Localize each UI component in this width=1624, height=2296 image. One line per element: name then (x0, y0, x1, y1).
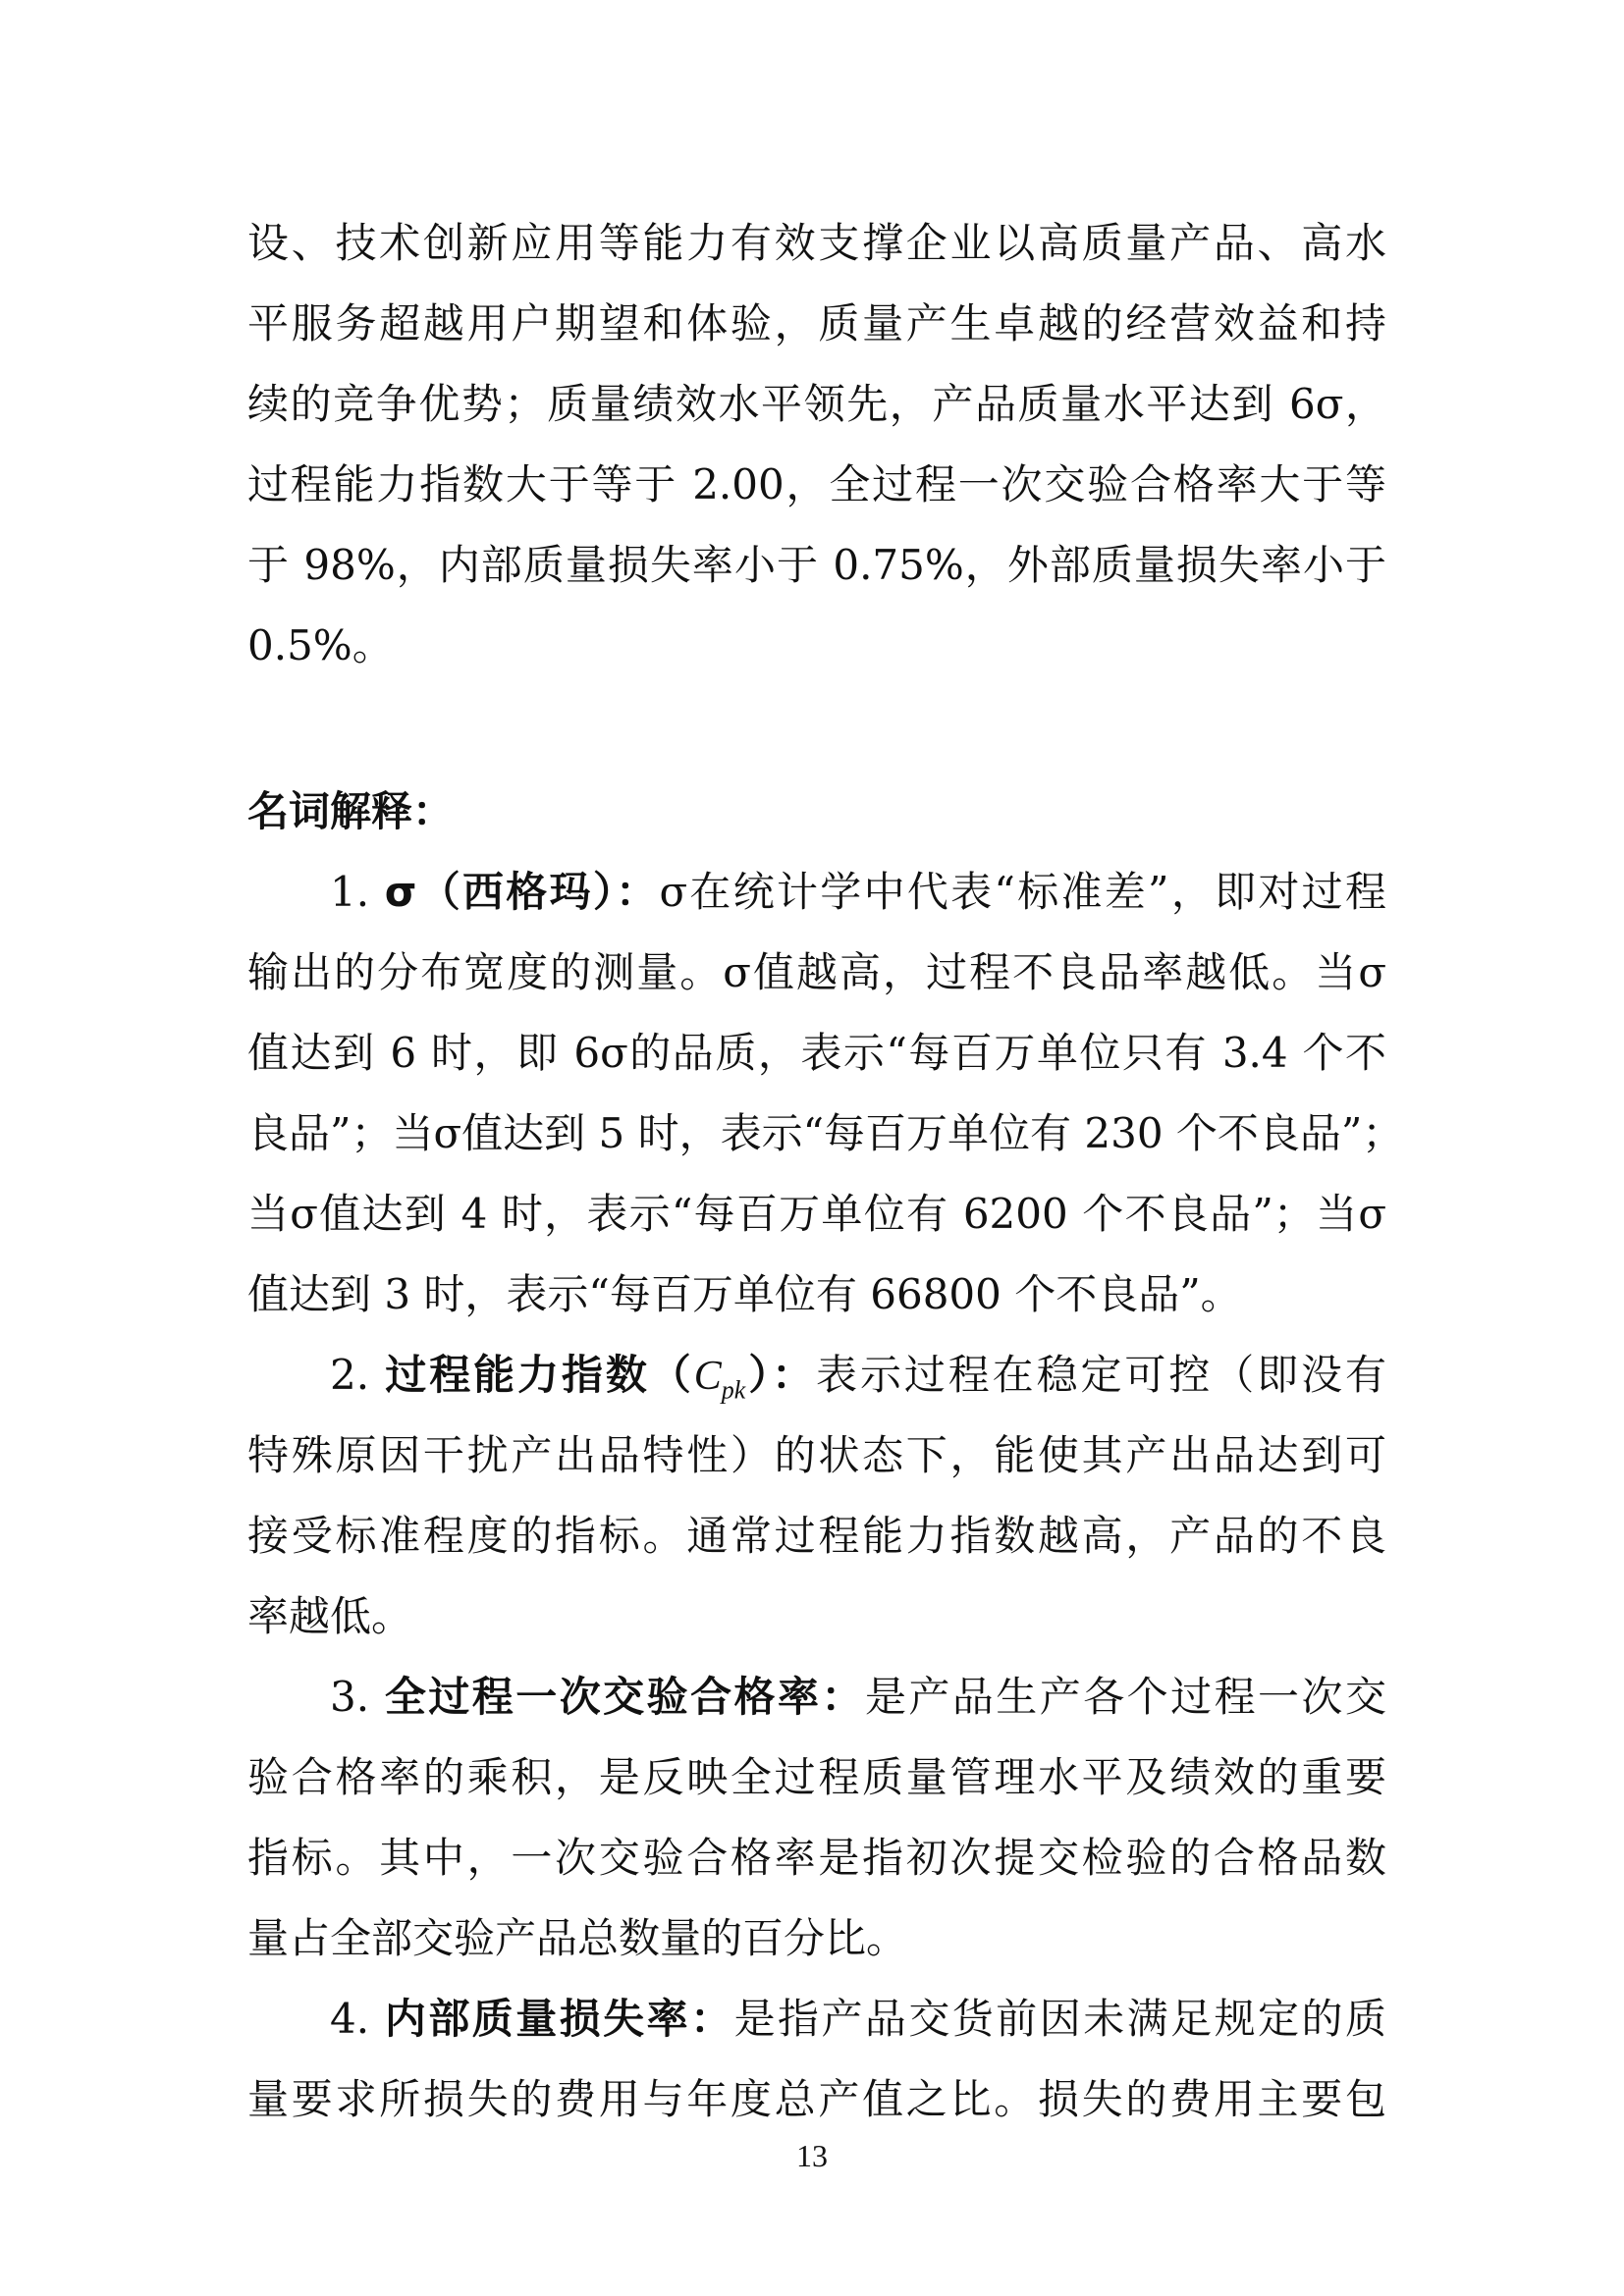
text-line: 特殊原因干扰产出品特性）的状态下，能使其产出品达到可 (247, 1431, 1386, 1479)
definition-term: σ（西格玛）： (384, 868, 660, 916)
text-line: 量占全部交验产品总数量的百分比。 (247, 1914, 908, 1962)
cpk-symbol: $C_{pk}$ (693, 1354, 746, 1405)
text-line: 指标。其中，一次交验合格率是指初次提交检验的合格品数 (247, 1834, 1386, 1882)
definition-term: 全过程一次交验合格率： (384, 1673, 865, 1721)
text-line: 率越低。 (247, 1592, 413, 1640)
text-line: 于 98%，内部质量损失率小于 0.75%，外部质量损失率小于 (247, 541, 1386, 589)
definition-first-line (247, 1657, 1386, 1737)
text-line: 输出的分布宽度的测量。σ值越高，过程不良品率越低。当σ (247, 948, 1386, 996)
definition-1 (247, 852, 1404, 1335)
definition-text: 是指产品交货前因未满足规定的质 (733, 1995, 1386, 2043)
text-line: 量要求所损失的费用与年度总产值之比。损失的费用主要包 (247, 2075, 1386, 2123)
definition-4 (247, 1979, 1386, 2140)
intro-paragraph (247, 203, 1386, 686)
definition-2 (247, 1335, 1386, 1657)
definition-term: 过程能力指数（ (385, 1351, 694, 1399)
text-line: 值达到 6 时，即 6σ的品质，表示“每百万单位只有 3.4 个不 (247, 1029, 1386, 1077)
definition-3 (247, 1657, 1386, 1979)
definition-text: σ在统计学中代表“标准差”，即对过程 (659, 868, 1386, 916)
glossary-section (247, 772, 1404, 2140)
text-line: 过程能力指数大于等于 2.00，全过程一次交验合格率大于等 (247, 460, 1386, 508)
definition-term-close: ）： (745, 1351, 817, 1399)
definition-text: 是产品生产各个过程一次交 (864, 1673, 1386, 1721)
text-line: 值达到 3 时，表示“每百万单位有 66800 个不良品”。 (247, 1270, 1242, 1318)
definition-term: 内部质量损失率： (384, 1995, 734, 2043)
text-line: 验合格率的乘积，是反映全过程质量管理水平及绩效的重要 (247, 1753, 1386, 1801)
text-line: 接受标准程度的指标。通常过程能力指数越高，产品的不良 (247, 1512, 1386, 1560)
text-line: 良品”；当σ值达到 5 时，表示“每百万单位有 230 个不良品”； (247, 1109, 1404, 1157)
cpk-subscript: pk (721, 1375, 746, 1405)
text-line: 当σ值达到 4 时，表示“每百万单位有 6200 个不良品”；当σ (247, 1190, 1386, 1238)
definition-first-line (247, 1979, 1386, 2059)
definition-number: 4. (330, 1995, 385, 2043)
definition-text: 表示过程在稳定可控（即没有 (816, 1351, 1386, 1399)
definition-first-line (247, 1335, 1386, 1415)
page-number: 13 (796, 2138, 828, 2173)
definition-number: 3. (330, 1673, 385, 1721)
text-line: 平服务超越用户期望和体验，质量产生卓越的经营效益和持 (247, 299, 1386, 347)
text-line: 0.5%。 (247, 621, 394, 669)
definition-number: 2. (330, 1351, 386, 1399)
definition-first-line (247, 852, 1386, 933)
text-line: 续的竞争优势；质量绩效水平领先，产品质量水平达到 6σ， (247, 380, 1386, 428)
definition-number: 1. (330, 868, 385, 916)
glossary-heading: 名词解释： (247, 787, 455, 835)
text-line: 设、技术创新应用等能力有效支撑企业以高质量产品、高水 (247, 219, 1386, 267)
